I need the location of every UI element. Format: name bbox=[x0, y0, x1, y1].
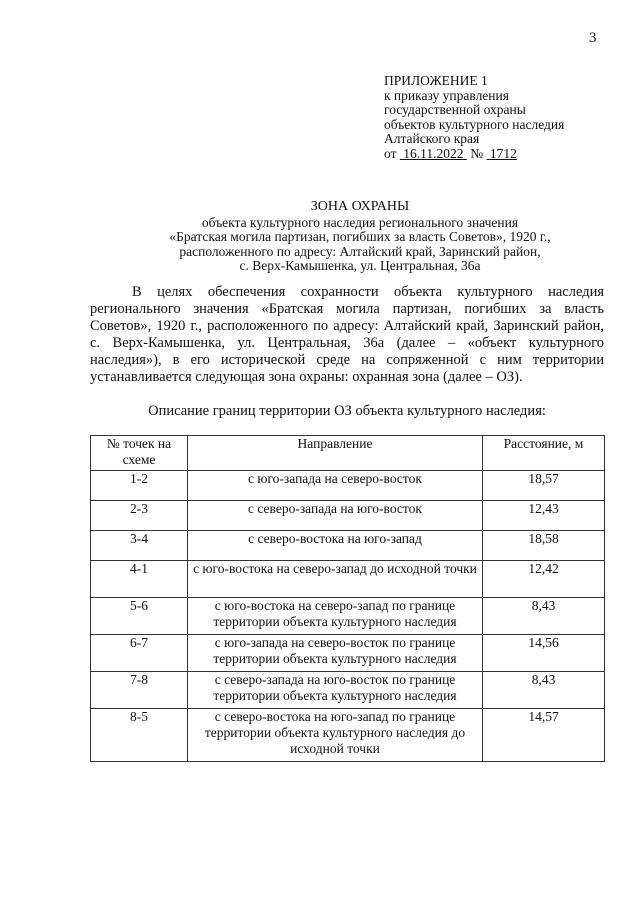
order-number: 1712 bbox=[489, 145, 517, 161]
cell-distance: 12,43 bbox=[483, 501, 605, 531]
cell-direction: с северо-запада на юго-восток по границе территории объекта культурного наследия bbox=[188, 672, 483, 709]
table-header-row bbox=[91, 436, 605, 471]
cell-points: 8-5 bbox=[91, 709, 188, 762]
appendix-line: Алтайского края bbox=[384, 131, 480, 146]
cell-direction: с юго-востока на северо-запад до исходной точки bbox=[188, 561, 483, 598]
page-number: 3 bbox=[589, 30, 597, 46]
header-direction: Направление bbox=[188, 436, 483, 471]
cell-distance: 8,43 bbox=[483, 598, 605, 635]
table-row bbox=[91, 561, 605, 598]
cell-distance: 18,57 bbox=[483, 471, 605, 501]
heading-line: расположенного по адресу: Алтайский край, Заринский район, bbox=[179, 243, 541, 259]
cell-direction: с юго-запада на северо-восток bbox=[188, 471, 483, 501]
cell-points: 7-8 bbox=[91, 672, 188, 709]
table-row bbox=[91, 709, 605, 762]
cell-distance: 12,42 bbox=[483, 561, 605, 598]
table-row bbox=[91, 672, 605, 709]
table-caption: Описание границ территории ОЗ объекта культурного наследия: bbox=[148, 403, 546, 419]
zone-heading bbox=[90, 200, 630, 274]
cell-direction: с северо-запада на юго-восток bbox=[188, 501, 483, 531]
appendix-line: объектов культурного наследия bbox=[384, 116, 565, 132]
intro-paragraph: В целях обеспечения сохранности объекта культурного наследия регионального значения «Братская могила партизан, погибших за власть Советов», 1920 г., расположенного по адресу: Алтайский край, Заринский район, с. Верх-Камышенка, ул. Центральная, 36а (далее – «объект культурного наследия»), в его исторической среде на сопряженной с ним территории устанавливается следующая зона охраны: охранная зона (далее – ОЗ). bbox=[90, 284, 604, 385]
cell-points: 2-3 bbox=[91, 501, 188, 531]
table-row bbox=[91, 471, 605, 501]
cell-points: 5-6 bbox=[91, 598, 188, 635]
cell-points: 6-7 bbox=[91, 635, 188, 672]
boundary-table bbox=[90, 435, 605, 762]
cell-distance: 18,58 bbox=[483, 531, 605, 561]
table-row bbox=[91, 531, 605, 561]
number-sign: № bbox=[470, 145, 484, 161]
cell-distance: 14,56 bbox=[483, 635, 605, 672]
appendix-line: к приказу управления bbox=[384, 87, 509, 103]
cell-direction: с юго-востока на северо-запад по границе территории объекта культурного наследия bbox=[188, 598, 483, 635]
table-row bbox=[91, 598, 605, 635]
cell-points: 3-4 bbox=[91, 531, 188, 561]
cell-direction: с северо-востока на юго-запад bbox=[188, 531, 483, 561]
heading-line: «Братская могила партизан, погибших за власть Советов», 1920 г., bbox=[169, 229, 551, 244]
cell-distance: 14,57 bbox=[483, 709, 605, 762]
cell-points: 1-2 bbox=[91, 471, 188, 501]
header-points: № точек на схеме bbox=[91, 436, 188, 471]
cell-points: 4-1 bbox=[91, 561, 188, 598]
cell-direction: с юго-запада на северо-восток по границе территории объекта культурного наследия bbox=[188, 635, 483, 672]
cell-direction: с северо-востока на юго-запад по границе территории объекта культурного наследия до исходной точки bbox=[188, 709, 483, 762]
heading-line: объекта культурного наследия регионального значения bbox=[201, 214, 519, 230]
appendix-block bbox=[384, 74, 564, 161]
date-prefix: от bbox=[384, 145, 397, 161]
header-distance: Расстояние, м bbox=[483, 436, 605, 471]
table-row bbox=[91, 501, 605, 531]
cell-distance: 8,43 bbox=[483, 672, 605, 709]
table-row bbox=[91, 635, 605, 672]
appendix-date-line bbox=[384, 147, 564, 162]
appendix-line: государственной охраны bbox=[384, 102, 526, 117]
heading-line: с. Верх-Камышенка, ул. Центральная, 36а bbox=[239, 258, 481, 273]
appendix-title: ПРИЛОЖЕНИЕ 1 bbox=[384, 73, 488, 88]
order-date: 16.11.2022 bbox=[403, 145, 464, 161]
zone-title: ЗОНА ОХРАНЫ bbox=[310, 199, 410, 214]
